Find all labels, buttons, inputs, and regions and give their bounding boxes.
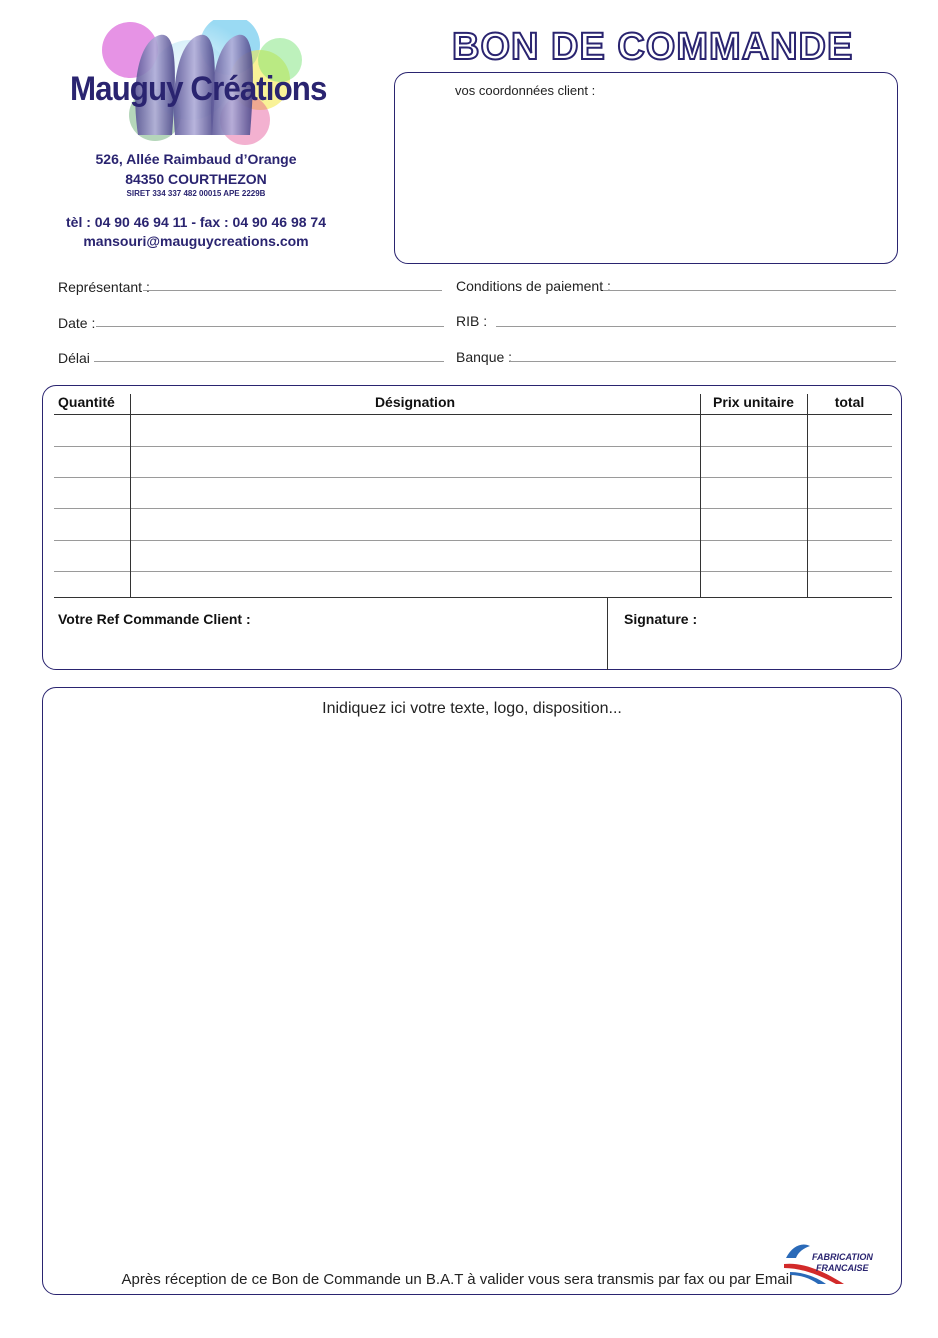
ref-signature-separator: [607, 598, 608, 670]
client-details-box[interactable]: [394, 72, 898, 264]
conditions-field[interactable]: [603, 290, 896, 291]
signature-field[interactable]: [620, 630, 890, 664]
document-title: BON DE COMMANDE: [452, 26, 854, 68]
company-phone-fax: tèl : 04 90 46 94 11 - fax : 04 90 46 98 74: [66, 214, 326, 230]
conditions-label: Conditions de paiement :: [456, 278, 611, 294]
client-details-label: vos coordonnées client :: [455, 83, 596, 98]
signature-label: Signature :: [624, 611, 698, 627]
delai-field[interactable]: [94, 361, 444, 362]
col-separator: [700, 394, 701, 598]
company-name: Mauguy Créations: [70, 70, 327, 108]
badge-line2: FRANCAISE: [816, 1263, 869, 1273]
representant-field[interactable]: [143, 290, 442, 291]
design-area-box[interactable]: [42, 687, 902, 1295]
company-address-line1: 526, Allée Raimbaud d’Orange: [95, 151, 297, 167]
design-prompt: Inidiquez ici votre texte, logo, disposition...: [322, 700, 622, 717]
table-row[interactable]: [54, 508, 892, 509]
representant-label: Représentant :: [58, 279, 150, 295]
banque-label: Banque :: [456, 349, 513, 365]
date-label: Date :: [58, 315, 96, 331]
company-address-line2: 84350 COURTHEZON: [125, 171, 267, 187]
company-logo: [60, 20, 330, 145]
table-bottom-rule: [54, 597, 892, 598]
badge-line1: FABRICATION: [812, 1252, 873, 1262]
table-header-rule: [54, 414, 892, 415]
company-siret: SIRET 334 337 482 00015 APE 2229B: [126, 189, 266, 198]
col-separator: [130, 394, 131, 598]
col-header-quantite: Quantité: [58, 394, 115, 410]
table-row[interactable]: [54, 540, 892, 541]
client-ref-field[interactable]: [56, 630, 601, 664]
footer-note: Après réception de ce Bon de Commande un B.A.T à valider vous sera transmis par fax ou par Email: [121, 1271, 793, 1288]
delai-label: Délai: [58, 350, 90, 366]
company-email: mansouri@mauguycreations.com: [83, 233, 309, 249]
rib-label: RIB :: [456, 313, 488, 329]
rib-field[interactable]: [496, 326, 896, 327]
client-ref-label: Votre Ref Commande Client :: [58, 611, 251, 627]
table-row[interactable]: [54, 477, 892, 478]
fabrication-francaise-badge: [782, 1240, 872, 1286]
col-header-designation: Désignation: [374, 394, 456, 410]
col-header-total: total: [834, 394, 865, 410]
col-header-prix-unitaire: Prix unitaire: [713, 394, 794, 410]
banque-field[interactable]: [510, 361, 896, 362]
table-row[interactable]: [54, 571, 892, 572]
col-separator: [807, 394, 808, 598]
order-table-box: [42, 385, 902, 670]
table-row[interactable]: [54, 446, 892, 447]
date-field[interactable]: [96, 326, 444, 327]
